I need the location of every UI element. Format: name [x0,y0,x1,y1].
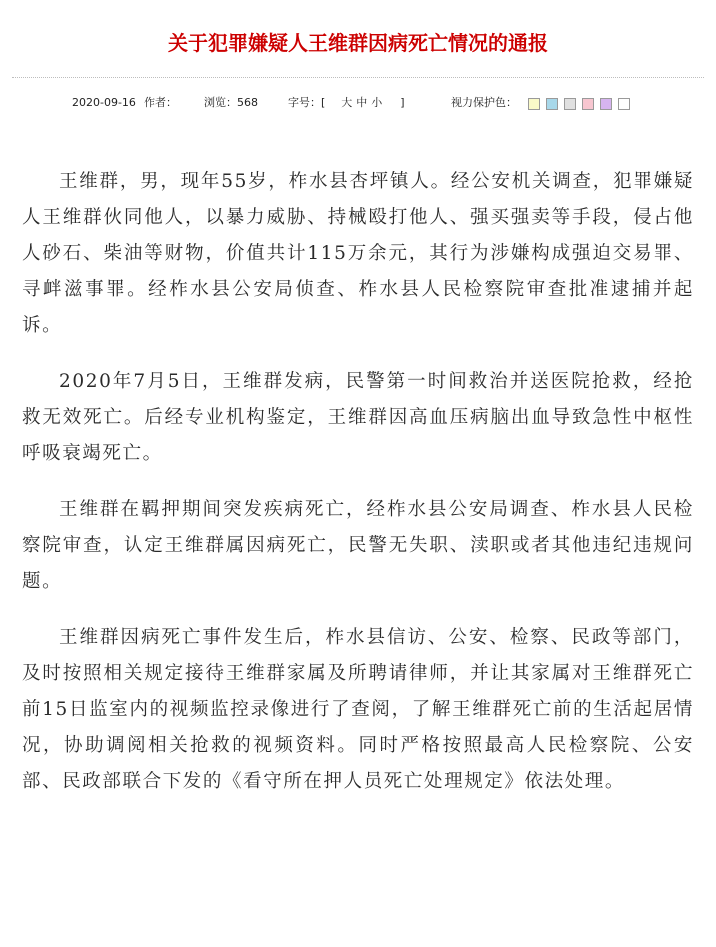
article-paragraph: 2020年7月5日，王维群发病，民警第一时间救治并送医院抢救，经抢救无效死亡。后经专业机构鉴定，王维群因高血压病脑出血导致急性中枢性呼吸衰竭死亡。 [22,371,694,464]
author-label: 作者： [144,96,177,109]
article-title: 关于犯罪嫌疑人王维群因病死亡情况的通报 [168,31,548,55]
eye-care-swatch[interactable] [618,98,630,110]
font-size-small-link[interactable]: 小 [371,96,383,109]
font-size-medium-link[interactable]: 中 [356,96,368,109]
eye-care-label: 视力保护色： [451,96,517,109]
title-divider [12,77,704,78]
article-paragraph: 王维群，男，现年55岁，柞水县杏坪镇人。经公安机关调查，犯罪嫌疑人王维群伙同他人，以暴力威胁、持械殴打他人、强买强卖等手段，侵占他人砂石、柴油等财物，价值共计115万余元，其行为涉嫌构成强迫交易罪、寻衅滋事罪。经柞水县公安局侦查、柞水县人民检察院审查批准逮捕并起诉。 [22,171,694,336]
article-paragraph: 王维群因病死亡事件发生后，柞水县信访、公安、检察、民政等部门，及时按照相关规定接待王维群家属及所聘请律师，并让其家属对王维群死亡前15日监室内的视频监控录像进行了查阅，了解王维群死亡前的生活起居情况，协助调阅相关抢救的视频资料。同时严格按照最高人民检察院、公安部、民政部联合下发的《看守所在押人员死亡处理规定》依法处理。 [22,627,694,792]
views-label: 浏览： [204,96,237,109]
font-size-control [288,94,405,112]
font-size-large-link[interactable]: 大 [341,96,353,109]
eye-care-swatch[interactable] [528,98,540,110]
article-body [22,164,694,820]
font-size-bracket-close: ] [400,96,405,109]
eye-care-swatch[interactable] [564,98,576,110]
publish-date: 2020-09-16 [72,96,136,109]
eye-care-swatch[interactable] [600,98,612,110]
eye-care-color-swatches [528,98,636,110]
font-size-label: 字号：[ [288,96,326,109]
view-count [204,94,258,112]
eye-care-swatch[interactable] [546,98,558,110]
views-value: 568 [237,96,258,109]
article-paragraph: 王维群在羁押期间突发疾病死亡，经柞水县公安局调查、柞水县人民检察院审查，认定王维群属因病死亡，民警无失职、渎职或者其他违纪违规问题。 [22,499,694,592]
eye-care-swatch[interactable] [582,98,594,110]
